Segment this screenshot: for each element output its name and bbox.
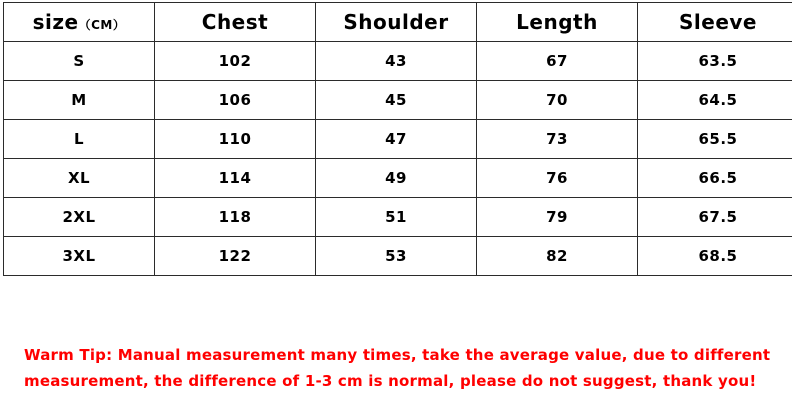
cell-sleeve: 63.5 [638,42,792,81]
cell-length: 73 [477,120,638,159]
cell-chest: 114 [155,159,316,198]
table-row [4,198,792,237]
cell-length: 82 [477,237,638,276]
cell-sleeve: 65.5 [638,120,792,159]
cell-chest: 102 [155,42,316,81]
table-row [4,120,792,159]
header-unit-size: （CM） [79,18,126,32]
warm-tip-note [24,342,776,394]
header-cell-size [4,3,155,42]
table-row [4,237,792,276]
cell-sleeve: 67.5 [638,198,792,237]
cell-chest: 106 [155,81,316,120]
size-chart-table [3,2,792,276]
cell-size: S [4,42,155,81]
size-chart-sheet [0,2,792,406]
header-cell-shoulder: Shoulder [316,3,477,42]
cell-sleeve: 68.5 [638,237,792,276]
cell-length: 67 [477,42,638,81]
table-row [4,81,792,120]
warm-tip-line-2: measurement, the difference of 1-3 cm is normal, please do not suggest, thank you! [24,368,776,394]
cell-sleeve: 66.5 [638,159,792,198]
cell-shoulder: 49 [316,159,477,198]
cell-sleeve: 64.5 [638,81,792,120]
cell-chest: 118 [155,198,316,237]
cell-length: 70 [477,81,638,120]
cell-shoulder: 47 [316,120,477,159]
cell-length: 79 [477,198,638,237]
cell-shoulder: 43 [316,42,477,81]
table-row [4,159,792,198]
cell-size: M [4,81,155,120]
cell-chest: 110 [155,120,316,159]
header-label-size: size [33,10,79,34]
cell-shoulder: 45 [316,81,477,120]
header-cell-sleeve: Sleeve [638,3,792,42]
cell-size: L [4,120,155,159]
warm-tip-line-1: Warm Tip: Manual measurement many times, take the average value, due to different [24,342,776,368]
cell-size: XL [4,159,155,198]
cell-chest: 122 [155,237,316,276]
cell-size: 3XL [4,237,155,276]
cell-size: 2XL [4,198,155,237]
header-cell-length: Length [477,3,638,42]
cell-shoulder: 53 [316,237,477,276]
cell-length: 76 [477,159,638,198]
table-row [4,42,792,81]
header-cell-chest: Chest [155,3,316,42]
cell-shoulder: 51 [316,198,477,237]
table-header-row [4,3,792,42]
